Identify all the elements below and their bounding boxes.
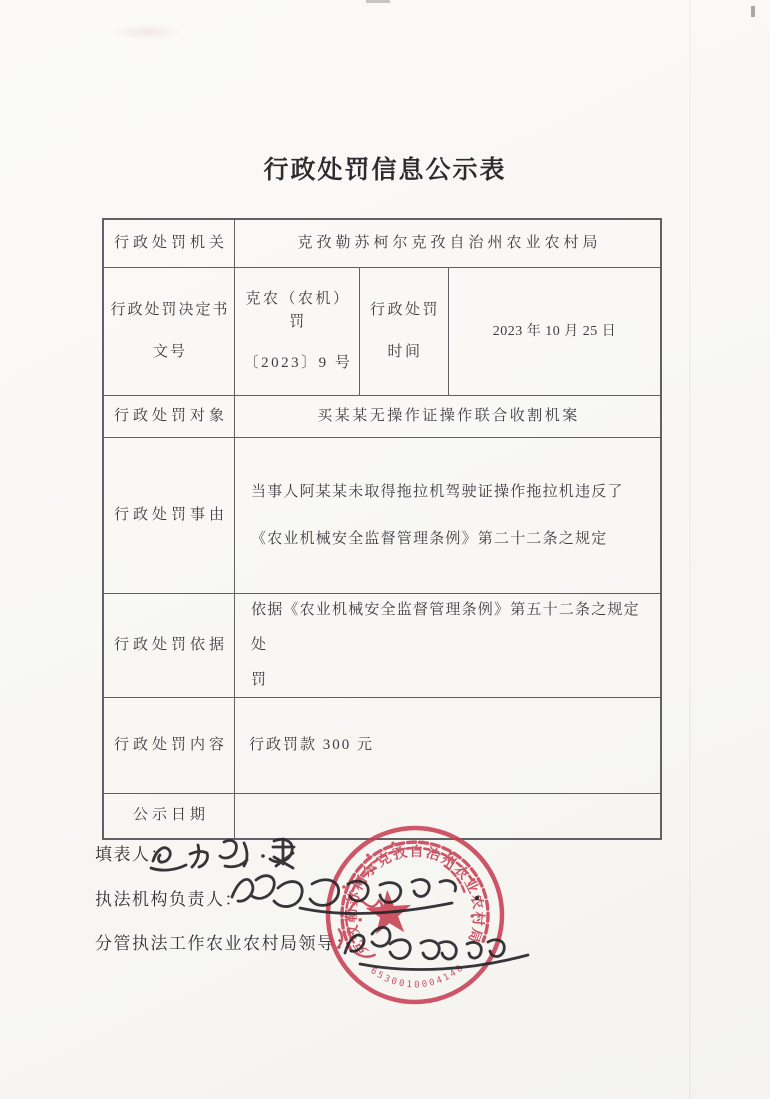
cell-decision-doc-number — [235, 268, 360, 396]
page-title: 行政处罚信息公示表 — [263, 157, 507, 184]
penalty-info-table — [102, 218, 662, 840]
svg-text:克孜勒苏柯尔克孜自治州农业农村局 — [338, 838, 490, 959]
red-star-icon — [364, 888, 413, 934]
cell-penalty-time-value: 2023 年 10 月 25 日 — [449, 268, 660, 396]
scan-artifact-mark — [366, 0, 390, 3]
scan-artifact-smudge — [112, 24, 182, 40]
penalty-reason-line1: 当事人阿某某未取得拖拉机驾驶证操作拖拉机违反了 — [251, 483, 624, 500]
cell-penalty-reason-label: 行政处罚事由 — [104, 438, 235, 594]
official-seal-stamp — [322, 822, 508, 1008]
cell-publicity-date-label: 公示日期 — [104, 794, 235, 838]
seal-outer-ring — [322, 822, 508, 1008]
penalty-reason-line2: 《农业机械安全监督管理条例》第二十二条之规定 — [251, 530, 608, 547]
decision-doc-number-line1: 克农（农机）罚 — [245, 290, 351, 330]
enforcement-head-signature — [232, 876, 479, 914]
cell-penalty-target-value: 买某某无操作证操作联合收割机案 — [235, 396, 660, 438]
preparer-label: 填表人： — [95, 845, 169, 864]
enforcement-head-label: 执法机构负责人： — [95, 890, 243, 909]
cell-penalty-target-label: 行政处罚对象 — [104, 396, 235, 438]
penalty-time-label-line1: 行政处罚 — [369, 302, 440, 319]
cell-penalty-reason-value — [235, 438, 660, 594]
preparer-signature — [151, 839, 294, 870]
scan-artifact-speck — [751, 6, 755, 17]
cell-penalty-content-value: 行政罚款 300 元 — [235, 698, 660, 794]
cell-penalty-basis-value — [235, 594, 660, 698]
penalty-basis-line1: 依据《农业机械安全监督管理条例》第五十二条之规定处 — [251, 602, 640, 653]
bureau-leader-signature — [345, 927, 528, 969]
cell-penalty-time-label — [360, 268, 449, 396]
decision-doc-label-line1: 行政处罚决定书 — [110, 302, 230, 319]
cell-penalty-authority-label: 行政处罚机关 — [104, 220, 235, 268]
svg-text:6530010004148 — [368, 960, 468, 994]
cell-publicity-date-value — [235, 794, 660, 838]
cell-penalty-authority-value: 克孜勒苏柯尔克孜自治州农业农村局 — [235, 220, 660, 268]
penalty-basis-line2: 罚 — [251, 672, 268, 688]
seal-registration-number: 6530010004148 — [368, 962, 467, 991]
decision-doc-number-line2: 〔2023〕9 号 — [243, 355, 353, 372]
cell-decision-doc-label — [104, 268, 235, 396]
decision-doc-label-line2: 文号 — [152, 343, 187, 360]
bureau-leader-label: 分管执法工作农业农村局领导： — [95, 934, 354, 953]
seal-uyghur-dots — [339, 836, 478, 927]
penalty-time-label-line2: 时间 — [387, 343, 423, 360]
cell-penalty-basis-label: 行政处罚依据 — [104, 594, 235, 698]
seal-org-name-text: 克孜勒苏柯尔克孜自治州农业农村局 — [343, 843, 487, 958]
seal-uyghur-script — [337, 837, 490, 951]
cell-penalty-content-label: 行政处罚内容 — [104, 698, 235, 794]
